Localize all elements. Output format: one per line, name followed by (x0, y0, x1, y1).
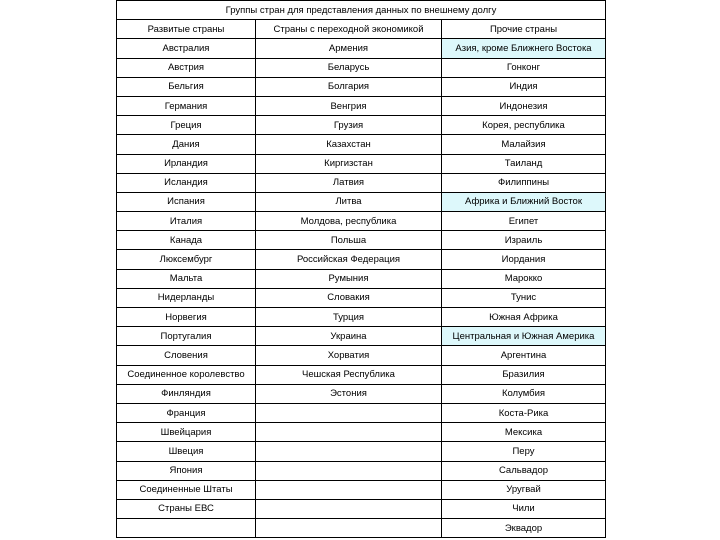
cell-transition: Российская Федерация (256, 250, 442, 269)
cell-transition: Украина (256, 327, 442, 346)
cell-other: Индонезия (442, 96, 606, 115)
cell-other-region: Азия, кроме Ближнего Востока (442, 39, 606, 58)
cell-other: Южная Африка (442, 308, 606, 327)
cell-transition: Эстония (256, 384, 442, 403)
cell-developed: Италия (117, 212, 256, 231)
cell-developed: Франция (117, 403, 256, 422)
cell-transition (256, 403, 442, 422)
cell-transition: Турция (256, 308, 442, 327)
cell-developed: Финляндия (117, 384, 256, 403)
cell-developed: Ирландия (117, 154, 256, 173)
cell-transition: Словакия (256, 288, 442, 307)
table-row (117, 96, 606, 115)
cell-developed: Австралия (117, 39, 256, 58)
cell-transition (256, 499, 442, 518)
table-row (117, 308, 606, 327)
cell-other: Египет (442, 212, 606, 231)
table-row (117, 135, 606, 154)
cell-transition: Чешская Республика (256, 365, 442, 384)
cell-other: Колумбия (442, 384, 606, 403)
table-row (117, 154, 606, 173)
cell-transition: Армения (256, 39, 442, 58)
table-row (117, 192, 606, 211)
table-row (117, 77, 606, 96)
cell-developed: Соединенное королевство (117, 365, 256, 384)
cell-developed: Австрия (117, 58, 256, 77)
table-row (117, 212, 606, 231)
table-row (117, 288, 606, 307)
table-row (117, 116, 606, 135)
cell-other: Малайзия (442, 135, 606, 154)
table-row (117, 250, 606, 269)
cell-other: Израиль (442, 231, 606, 250)
cell-developed: Бельгия (117, 77, 256, 96)
cell-transition (256, 442, 442, 461)
table-row (117, 461, 606, 480)
cell-developed: Нидерланды (117, 288, 256, 307)
cell-transition: Казахстан (256, 135, 442, 154)
title-row (117, 1, 606, 20)
cell-developed: Япония (117, 461, 256, 480)
table-row (117, 519, 606, 538)
table-row (117, 442, 606, 461)
cell-developed: Германия (117, 96, 256, 115)
cell-transition: Грузия (256, 116, 442, 135)
cell-developed: Швейцария (117, 423, 256, 442)
cell-transition: Латвия (256, 173, 442, 192)
table-row (117, 269, 606, 288)
header-row (117, 20, 606, 39)
cell-developed: Люксембург (117, 250, 256, 269)
table-row (117, 173, 606, 192)
cell-developed: Дания (117, 135, 256, 154)
table-row (117, 231, 606, 250)
cell-other: Чили (442, 499, 606, 518)
cell-developed: Исландия (117, 173, 256, 192)
cell-developed: Канада (117, 231, 256, 250)
cell-other: Таиланд (442, 154, 606, 173)
cell-developed (117, 519, 256, 538)
cell-other: Эквадор (442, 519, 606, 538)
cell-transition (256, 423, 442, 442)
cell-developed: Португалия (117, 327, 256, 346)
cell-other: Перу (442, 442, 606, 461)
cell-other: Корея, республика (442, 116, 606, 135)
cell-transition: Польша (256, 231, 442, 250)
cell-transition: Литва (256, 192, 442, 211)
cell-other: Гонконг (442, 58, 606, 77)
table-row (117, 499, 606, 518)
cell-transition (256, 480, 442, 499)
table-row (117, 384, 606, 403)
cell-developed: Норвегия (117, 308, 256, 327)
table-row (117, 346, 606, 365)
table-row (117, 327, 606, 346)
cell-other: Мексика (442, 423, 606, 442)
cell-transition: Хорватия (256, 346, 442, 365)
cell-other: Тунис (442, 288, 606, 307)
table-row (117, 403, 606, 422)
cell-other: Коста-Рика (442, 403, 606, 422)
table-row (117, 423, 606, 442)
cell-developed: Испания (117, 192, 256, 211)
cell-transition: Беларусь (256, 58, 442, 77)
header-developed: Развитые страны (117, 20, 256, 39)
cell-transition: Болгария (256, 77, 442, 96)
table-row (117, 365, 606, 384)
cell-other: Индия (442, 77, 606, 96)
cell-other: Иордания (442, 250, 606, 269)
cell-developed: Словения (117, 346, 256, 365)
cell-transition (256, 461, 442, 480)
cell-other: Филиппины (442, 173, 606, 192)
cell-other-region: Центральная и Южная Америка (442, 327, 606, 346)
cell-transition (256, 519, 442, 538)
header-other: Прочие страны (442, 20, 606, 39)
cell-transition: Киргизстан (256, 154, 442, 173)
table-row (117, 39, 606, 58)
cell-other: Сальвадор (442, 461, 606, 480)
cell-developed: Страны ЕВС (117, 499, 256, 518)
cell-other-region: Африка и Ближний Восток (442, 192, 606, 211)
cell-developed: Соединенные Штаты (117, 480, 256, 499)
cell-developed: Греция (117, 116, 256, 135)
header-transition: Страны с переходной экономикой (256, 20, 442, 39)
country-groups-table (116, 0, 606, 538)
table-title: Группы стран для представления данных по внешнему долгу (117, 1, 606, 20)
cell-other: Аргентина (442, 346, 606, 365)
cell-other: Марокко (442, 269, 606, 288)
table-row (117, 58, 606, 77)
cell-transition: Молдова, республика (256, 212, 442, 231)
cell-transition: Румыния (256, 269, 442, 288)
cell-developed: Швеция (117, 442, 256, 461)
cell-developed: Мальта (117, 269, 256, 288)
cell-other: Бразилия (442, 365, 606, 384)
cell-transition: Венгрия (256, 96, 442, 115)
table-row (117, 480, 606, 499)
cell-other: Уругвай (442, 480, 606, 499)
